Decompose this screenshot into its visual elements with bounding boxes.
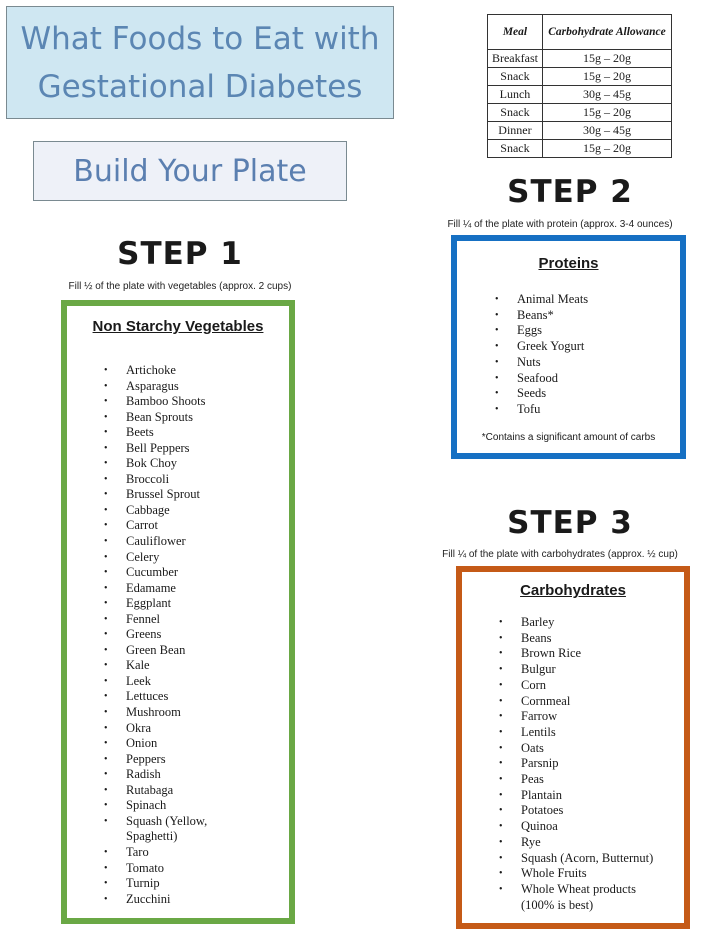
vegetables-heading: Non Starchy Vegetables xyxy=(92,318,264,335)
list-item-label: Brussel Sprout xyxy=(126,487,200,502)
list-item-label: Seeds xyxy=(517,386,547,401)
bullet-icon: • xyxy=(104,442,108,454)
table-row xyxy=(488,50,672,68)
list-item-label: Beans xyxy=(521,630,552,645)
list-item-label: Rye xyxy=(521,834,541,849)
list-item xyxy=(499,834,684,851)
list-item-label: Beets xyxy=(126,425,154,440)
bullet-icon: • xyxy=(104,893,108,905)
bullet-icon: • xyxy=(495,309,499,321)
bullet-icon: • xyxy=(495,372,499,384)
list-item xyxy=(104,409,289,426)
list-item-label: Cabbage xyxy=(126,502,170,517)
list-item xyxy=(499,772,684,788)
bullet-icon: • xyxy=(499,774,503,786)
table-row xyxy=(488,68,672,86)
bullet-icon: • xyxy=(499,711,503,723)
proteins-heading: Proteins xyxy=(538,255,599,272)
list-item xyxy=(104,565,289,581)
meal-cell: Breakfast xyxy=(488,50,543,68)
bullet-icon: • xyxy=(499,695,503,707)
list-item-label: Seafood xyxy=(517,370,558,385)
list-item xyxy=(499,740,684,757)
list-item xyxy=(495,339,680,355)
list-item-label: Green Bean xyxy=(126,642,186,657)
list-item xyxy=(499,850,684,867)
list-item xyxy=(104,813,289,845)
step2-title: STEP 2 xyxy=(507,174,633,210)
list-item xyxy=(495,401,680,418)
list-item-label: Carrot xyxy=(126,518,158,533)
bullet-icon: • xyxy=(104,411,108,423)
list-item xyxy=(104,876,289,892)
list-item xyxy=(104,689,289,705)
list-item-label: Potatoes xyxy=(521,803,564,818)
list-item-label: Bok Choy xyxy=(126,456,178,471)
bullet-icon: • xyxy=(499,836,503,848)
list-item-label: Spinach xyxy=(126,798,167,813)
list-item xyxy=(495,307,680,324)
list-item-label: Bean Sprouts xyxy=(126,409,194,424)
bullet-icon: • xyxy=(495,403,499,415)
list-item-label: Tomato xyxy=(126,860,165,875)
list-item-label: Greens xyxy=(126,627,162,642)
list-item-label: Squash (Acorn, Butternut) xyxy=(521,850,654,865)
bullet-icon: • xyxy=(499,758,503,770)
bullet-icon: • xyxy=(104,536,108,548)
meal-cell: Snack xyxy=(488,68,543,86)
bullet-icon: • xyxy=(104,567,108,579)
list-item-label: Okra xyxy=(126,720,151,735)
list-item xyxy=(499,787,684,804)
step1-note: Fill ½ of the plate with vegetables (approx. 2 cups) xyxy=(68,281,292,292)
step1-title: STEP 1 xyxy=(117,236,243,272)
main-title-line1: What Foods to Eat with xyxy=(20,20,380,57)
table-row xyxy=(488,86,672,104)
list-item xyxy=(104,471,289,488)
list-item xyxy=(104,860,289,877)
list-item xyxy=(104,673,289,690)
bullet-icon: • xyxy=(104,862,108,874)
list-item-label: Beans* xyxy=(517,307,554,322)
main-title-line2: Gestational Diabetes xyxy=(37,68,363,105)
bullet-icon: • xyxy=(495,325,499,337)
bullet-icon: • xyxy=(104,582,108,594)
list-item xyxy=(104,782,289,799)
list-item-label: Cauliflower xyxy=(126,534,186,549)
list-item-label: Eggs xyxy=(517,323,542,338)
subtitle: Build Your Plate xyxy=(73,153,307,189)
bullet-icon: • xyxy=(104,846,108,858)
list-item xyxy=(499,646,684,662)
list-item-label: Squash (Yellow, Spaghetti) xyxy=(126,813,208,844)
list-item-label: Rutabaga xyxy=(126,782,174,797)
bullet-icon: • xyxy=(104,396,108,408)
bullet-icon: • xyxy=(104,707,108,719)
meal-cell: Dinner xyxy=(488,122,543,140)
list-item-label: Zucchini xyxy=(126,891,171,906)
bullet-icon: • xyxy=(104,644,108,656)
bullet-icon: • xyxy=(104,613,108,625)
bullet-icon: • xyxy=(104,520,108,532)
bullet-icon: • xyxy=(499,742,503,754)
meal-cell: Snack xyxy=(488,104,543,122)
list-item xyxy=(499,881,684,913)
vegetables-list xyxy=(104,363,289,907)
subtitle-box xyxy=(33,141,347,201)
list-item xyxy=(499,866,684,882)
allowance-cell: 15g – 20g xyxy=(542,68,671,86)
list-item-label: Farrow xyxy=(521,709,558,724)
allowance-cell: 15g – 20g xyxy=(542,50,671,68)
step3-title: STEP 3 xyxy=(507,505,633,541)
bullet-icon: • xyxy=(499,679,503,691)
list-item xyxy=(104,891,289,908)
bullet-icon: • xyxy=(499,789,503,801)
list-item xyxy=(499,677,684,694)
allowance-cell: 30g – 45g xyxy=(542,86,671,104)
list-item xyxy=(104,518,289,534)
list-item xyxy=(495,292,680,308)
list-item-label: Whole Fruits xyxy=(521,866,587,881)
list-item xyxy=(104,611,289,628)
list-item-label: Greek Yogurt xyxy=(517,339,585,354)
list-item xyxy=(495,323,680,339)
bullet-icon: • xyxy=(499,648,503,660)
step2-note: Fill ¼ of the plate with protein (approx. 3-4 ounces) xyxy=(447,219,673,230)
proteins-footnote: *Contains a significant amount of carbs xyxy=(481,431,656,443)
list-item-label: Peppers xyxy=(126,751,166,766)
list-item-label: Quinoa xyxy=(521,819,558,834)
list-item-label: Parsnip xyxy=(521,756,559,771)
list-item-label: Onion xyxy=(126,736,158,751)
bullet-icon: • xyxy=(499,868,503,880)
list-item-label: Artichoke xyxy=(126,363,176,377)
list-item xyxy=(104,440,289,457)
list-item-label: Cucumber xyxy=(126,565,179,580)
list-item xyxy=(499,709,684,725)
list-item xyxy=(499,724,684,741)
bullet-icon: • xyxy=(499,805,503,817)
list-item-label: Plantain xyxy=(521,787,562,802)
proteins-box xyxy=(451,235,686,459)
bullet-icon: • xyxy=(104,784,108,796)
list-item xyxy=(104,751,289,768)
bullet-icon: • xyxy=(495,356,499,368)
list-item xyxy=(104,798,289,814)
bullet-icon: • xyxy=(104,691,108,703)
list-item xyxy=(104,767,289,783)
list-item-label: Turnip xyxy=(126,876,160,891)
list-item-label: Brown Rice xyxy=(521,646,582,661)
bullet-icon: • xyxy=(499,883,503,895)
carb-allowance-table xyxy=(487,14,672,158)
list-item-label: Taro xyxy=(126,844,149,859)
vegetables-box xyxy=(61,300,295,924)
list-item xyxy=(495,354,680,371)
bullet-icon: • xyxy=(104,380,108,392)
table-row xyxy=(488,104,672,122)
bullet-icon: • xyxy=(104,551,108,563)
list-item-label: Lentils xyxy=(521,724,556,739)
step3-note: Fill ¼ of the plate with carbohydrates (approx. ½ cup) xyxy=(442,549,678,560)
bullet-icon: • xyxy=(104,815,108,827)
bullet-icon: • xyxy=(499,617,503,628)
bullet-icon: • xyxy=(104,598,108,610)
meal-cell: Lunch xyxy=(488,86,543,104)
bullet-icon: • xyxy=(104,473,108,485)
list-item xyxy=(499,630,684,647)
bullet-icon: • xyxy=(104,722,108,734)
list-item-label: Bell Peppers xyxy=(126,440,190,455)
list-item xyxy=(104,456,289,472)
list-item-label: Broccoli xyxy=(126,471,170,486)
list-item-label: Leek xyxy=(126,673,151,688)
bullet-icon: • xyxy=(104,489,108,501)
bullet-icon: • xyxy=(104,675,108,687)
carbohydrates-box xyxy=(456,566,690,929)
bullet-icon: • xyxy=(104,878,108,890)
list-item-label: Celery xyxy=(126,549,160,564)
list-item xyxy=(104,720,289,737)
bullet-icon: • xyxy=(499,852,503,864)
list-item-label: Cornmeal xyxy=(521,693,571,708)
bullet-icon: • xyxy=(104,458,108,470)
list-item-label: Eggplant xyxy=(126,596,172,611)
main-title xyxy=(6,6,394,119)
list-item xyxy=(104,502,289,519)
list-item xyxy=(104,844,289,861)
bullet-icon: • xyxy=(104,660,108,672)
list-item xyxy=(104,378,289,395)
table-header-meal: Meal xyxy=(488,15,543,50)
table-row xyxy=(488,122,672,140)
list-item-label: Kale xyxy=(126,658,150,673)
meal-cell: Snack xyxy=(488,140,543,158)
bullet-icon: • xyxy=(495,388,499,400)
bullet-icon: • xyxy=(104,629,108,641)
list-item xyxy=(104,425,289,441)
list-item-label: Animal Meats xyxy=(517,292,589,306)
bullet-icon: • xyxy=(104,504,108,516)
carbohydrates-heading: Carbohydrates xyxy=(520,582,626,599)
bullet-icon: • xyxy=(104,365,108,376)
bullet-icon: • xyxy=(495,294,499,305)
list-item xyxy=(104,705,289,721)
list-item-label: Mushroom xyxy=(126,705,181,720)
list-item-label: Bamboo Shoots xyxy=(126,394,206,409)
list-item-label: Asparagus xyxy=(126,378,179,393)
list-item xyxy=(104,736,289,752)
list-item xyxy=(499,819,684,835)
table-row xyxy=(488,140,672,158)
list-item xyxy=(495,386,680,402)
list-item xyxy=(499,662,684,678)
bullet-icon: • xyxy=(104,753,108,765)
list-item-label: Corn xyxy=(521,677,546,692)
carbohydrates-list xyxy=(499,615,684,913)
list-item-label: Barley xyxy=(521,615,555,629)
bullet-icon: • xyxy=(104,769,108,781)
list-item-label: Fennel xyxy=(126,611,161,626)
list-item-label: Edamame xyxy=(126,580,176,595)
list-item-label: Lettuces xyxy=(126,689,169,704)
list-item-label: Radish xyxy=(126,767,161,782)
list-item xyxy=(499,803,684,819)
list-item xyxy=(495,370,680,387)
list-item-label: Peas xyxy=(521,772,544,787)
list-item xyxy=(499,693,684,710)
bullet-icon: • xyxy=(104,800,108,812)
bullet-icon: • xyxy=(104,738,108,750)
list-item xyxy=(104,642,289,659)
list-item xyxy=(104,363,289,379)
bullet-icon: • xyxy=(499,632,503,644)
allowance-cell: 30g – 45g xyxy=(542,122,671,140)
bullet-icon: • xyxy=(499,664,503,676)
list-item xyxy=(104,394,289,410)
table-header-allowance: Carbohydrate Allowance xyxy=(542,15,671,50)
list-item xyxy=(499,756,684,772)
allowance-cell: 15g – 20g xyxy=(542,140,671,158)
list-item-label: Whole Wheat products (100% is best) xyxy=(521,881,637,912)
list-item-label: Oats xyxy=(521,740,544,755)
list-item xyxy=(104,596,289,612)
list-item xyxy=(104,487,289,503)
bullet-icon: • xyxy=(499,821,503,833)
bullet-icon: • xyxy=(104,427,108,439)
list-item-label: Nuts xyxy=(517,354,541,369)
proteins-list xyxy=(495,292,680,418)
list-item-label: Bulgur xyxy=(521,662,556,677)
bullet-icon: • xyxy=(495,341,499,353)
list-item xyxy=(104,549,289,566)
allowance-cell: 15g – 20g xyxy=(542,104,671,122)
list-item xyxy=(499,615,684,631)
list-item xyxy=(104,658,289,674)
list-item xyxy=(104,627,289,643)
list-item xyxy=(104,580,289,597)
bullet-icon: • xyxy=(499,726,503,738)
list-item-label: Tofu xyxy=(517,401,541,416)
list-item xyxy=(104,534,289,550)
